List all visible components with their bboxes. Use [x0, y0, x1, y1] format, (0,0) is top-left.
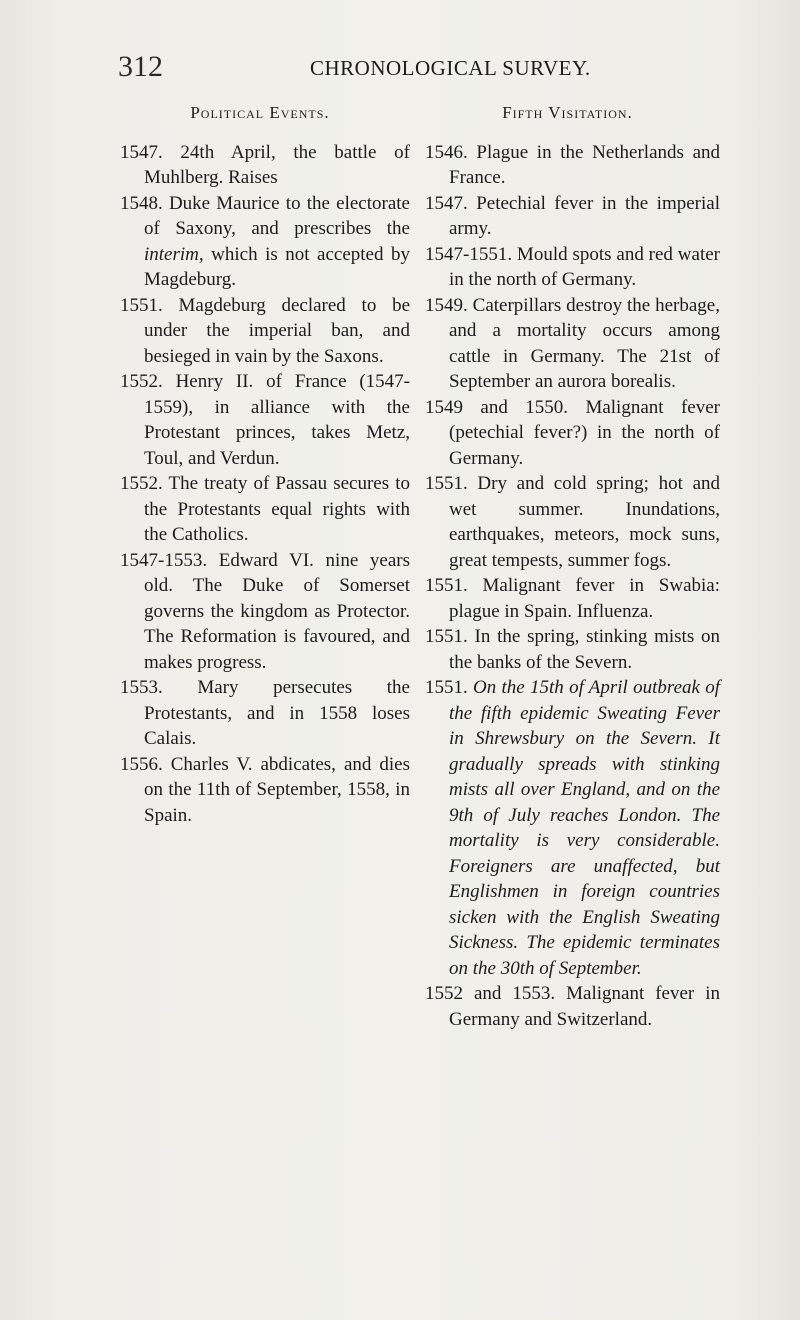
entry: 1547. Petechial fever in the imperial army.	[425, 192, 720, 239]
entry-text: 1551.	[425, 677, 474, 698]
entry: 1547. 24th April, the battle of Muhlberg. Raises	[120, 141, 410, 188]
entry	[120, 191, 410, 293]
entry: 1547-1553. Edward VI. nine years old. The Duke of Somerset governs the kingdom as Protector. The Reformation is favoured, and makes progress.	[120, 549, 410, 673]
entry: 1549 and 1550. Malignant fever (petechial fever?) in the north of Germany.	[425, 396, 720, 469]
entry: 1552. Henry II. of France (1547-1559), in alliance with the Protestant princes, takes Metz, Toul, and Verdun.	[120, 371, 410, 469]
column-heading: Political Events.	[190, 103, 330, 122]
entry: 1551. Magdeburg declared to be under the imperial ban, and besieged in vain by the Saxons.	[120, 294, 410, 367]
column-heading: Fifth Visitation.	[502, 103, 633, 122]
running-head: CHRONOLOGICAL SURVEY.	[310, 56, 591, 80]
entry: 1552. The treaty of Passau secures to the Protestants equal rights with the Catholics.	[120, 473, 410, 545]
fifth-visitation-column	[425, 100, 720, 1032]
page-header	[118, 50, 718, 90]
entry: 1553. Mary persecutes the Protestants, and in 1558 loses Calais.	[120, 677, 410, 749]
entry: 1552 and 1553. Malignant fever in Germany and Switzerland.	[425, 983, 720, 1030]
entry: 1556. Charles V. abdicates, and dies on the 11th of September, 1558, in Spain.	[120, 753, 410, 826]
entry-italic: On the 15th of April outbreak of the fifth epidemic Sweating Fever in Shrewsbury on the Severn. It gradually spreads with stinking mists all over England, and on the 9th of July reaches London. The mortality is very considerable. Foreigners are unaffected, but Englishmen in foreign countries sicken with the English Sweating Sickness. The epidemic terminates on the 30th of September.	[449, 677, 720, 979]
entry: 1549. Caterpillars destroy the herbage, and a mortality occurs among cattle in Germany. The 21st of September an aurora borealis.	[425, 294, 720, 392]
entry: 1551. In the spring, stinking mists on the banks of the Severn.	[425, 626, 720, 673]
entry: 1546. Plague in the Netherlands and France.	[425, 141, 720, 188]
entry: 1551. Malignant fever in Swabia: plague in Spain. Influenza.	[425, 575, 720, 622]
entry-text: which is not accepted by Magdeburg.	[144, 243, 410, 290]
entry: 1547-1551. Mould spots and red water in the north of Germany.	[425, 243, 720, 290]
entry	[425, 675, 720, 981]
entry-text: 1548. Duke Maurice to the electorate of Saxony, and prescribes the	[120, 192, 410, 239]
entry: 1551. Dry and cold spring; hot and wet summer. Inundations, earthquakes, meteors, mock suns, great tempests, summer fogs.	[425, 473, 720, 571]
page-number: 312	[118, 50, 163, 83]
political-events-column	[120, 100, 410, 828]
entry-italic: interim,	[144, 243, 204, 265]
